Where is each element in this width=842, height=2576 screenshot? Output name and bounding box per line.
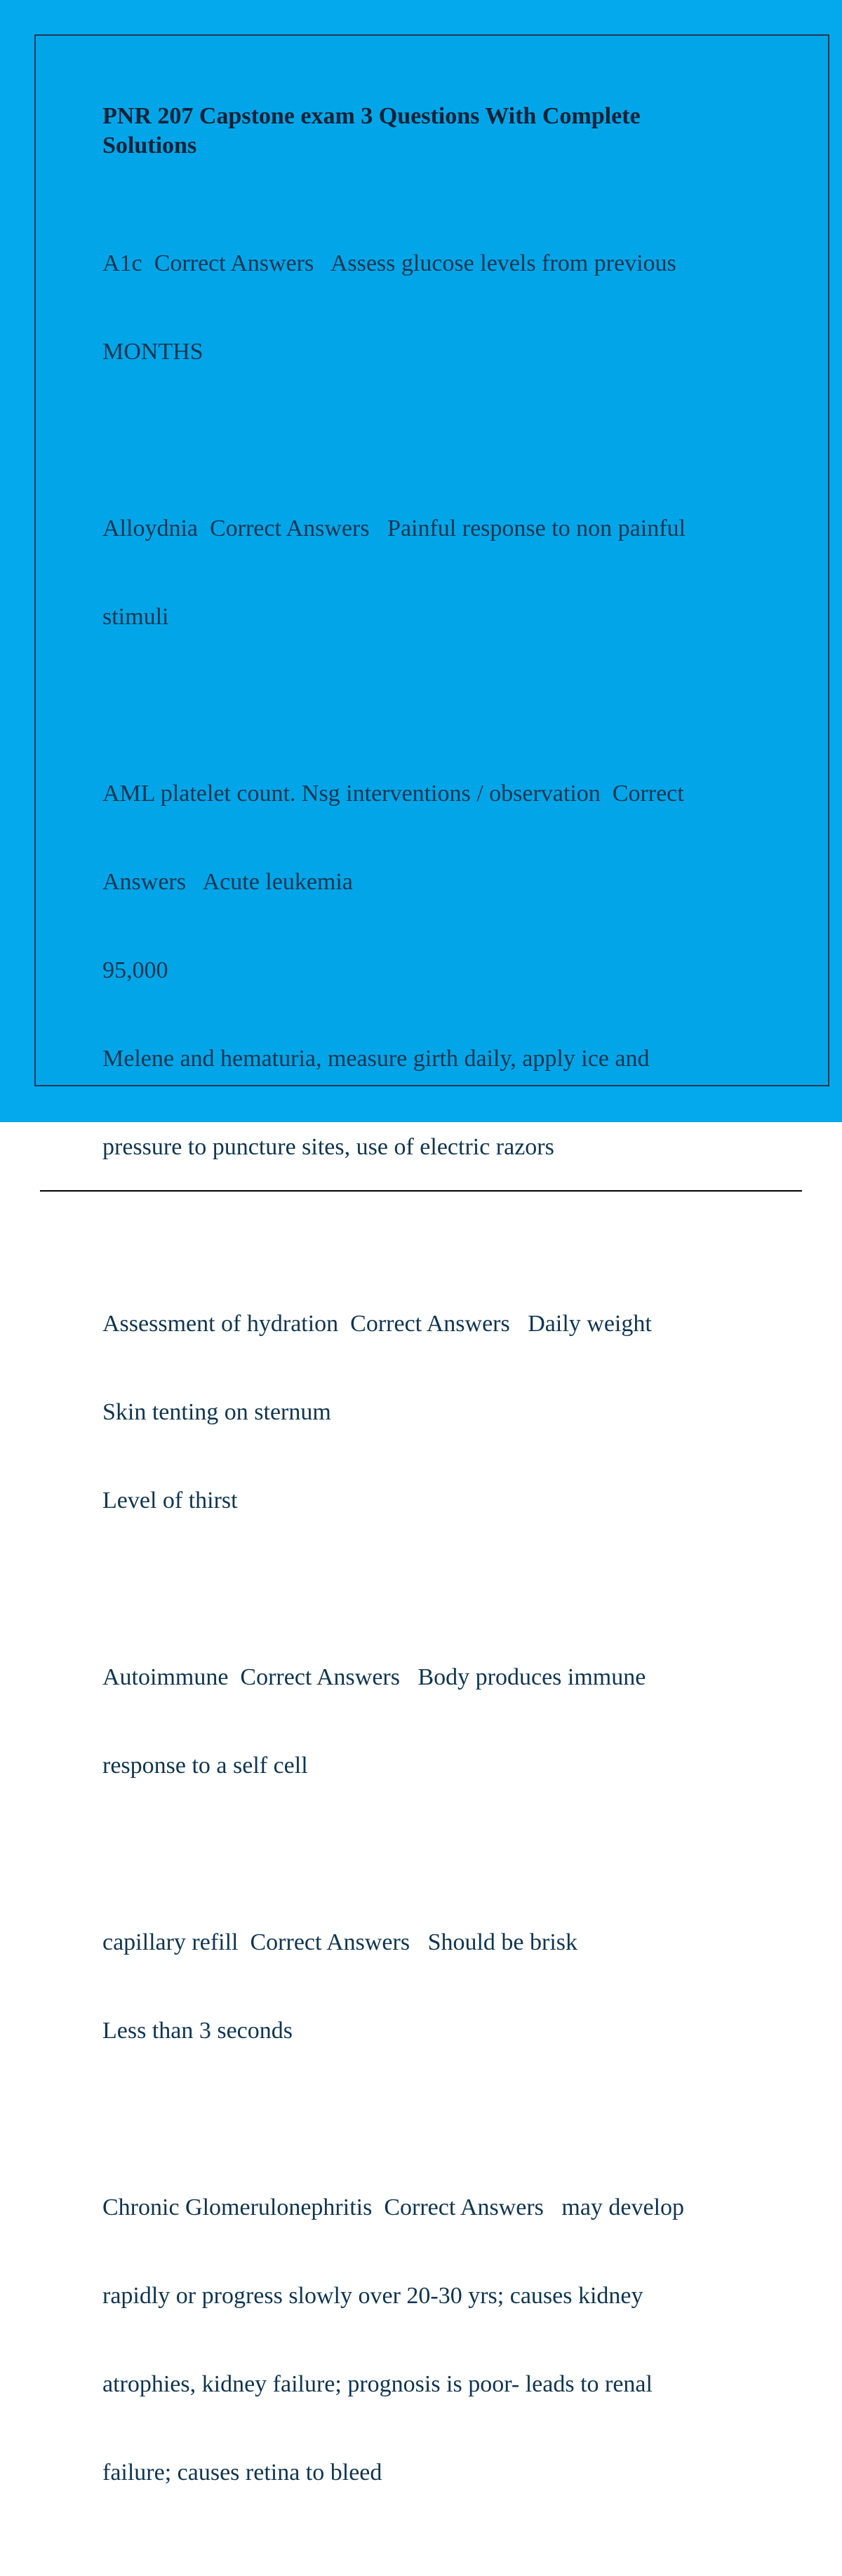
- entry-line: pressure to puncture sites, use of electric razors: [102, 1134, 554, 1160]
- entry-line: Level of thirst: [102, 1488, 238, 1513]
- entry-line: capillary refill Correct Answers Should be brisk: [102, 1929, 578, 1955]
- entry-line: Skin tenting on sternum: [102, 1399, 331, 1425]
- entry-line: atrophies, kidney failure; prognosis is poor- leads to renal: [102, 2371, 653, 2397]
- qa-entry-hydration: [102, 1250, 734, 1574]
- qa-entry-aml-platelet: [102, 720, 734, 1221]
- entry-line: Melene and hematuria, measure girth daily, apply ice and: [102, 1046, 650, 1072]
- entry-line: failure; causes retina to bleed: [102, 2460, 382, 2486]
- qa-entry-glomerulonephritis: [102, 2134, 734, 2547]
- qa-entry-alloydnia: [102, 455, 734, 691]
- entry-line: Assessment of hydration Correct Answers Daily weight: [102, 1311, 652, 1337]
- qa-entry-capillary-refill: [102, 1869, 734, 2105]
- qa-entry-autoimmune: [102, 1604, 734, 1840]
- entry-line: Alloydnia Correct Answers Painful response to non painful: [102, 515, 686, 541]
- document-content: [102, 102, 734, 2576]
- document-title: [102, 102, 734, 161]
- entry-line: AML platelet count. Nsg interventions / observation Correct: [102, 781, 684, 807]
- entry-line: 95,000: [102, 957, 168, 983]
- entry-line: A1c Correct Answers Assess glucose levels from previous: [102, 250, 676, 276]
- entry-line: Chronic Glomerulonephritis Correct Answers may develop: [102, 2194, 685, 2220]
- entry-line: Answers Acute leukemia: [102, 869, 353, 895]
- entry-line: Less than 3 seconds: [102, 2018, 293, 2044]
- footer-divider: [40, 1190, 802, 1192]
- entry-line: Autoimmune Correct Answers Body produces immune: [102, 1664, 646, 1690]
- entry-line: response to a self cell: [102, 1753, 308, 1779]
- title-line: Solutions: [102, 133, 197, 159]
- entry-line: rapidly or progress slowly over 20-30 yrs; causes kidney: [102, 2283, 643, 2309]
- entry-line: stimuli: [102, 604, 169, 630]
- entry-line: MONTHS: [102, 339, 203, 365]
- title-line: PNR 207 Capstone exam 3 Questions With Complete: [102, 103, 641, 129]
- qa-entry-a1c: [102, 190, 734, 426]
